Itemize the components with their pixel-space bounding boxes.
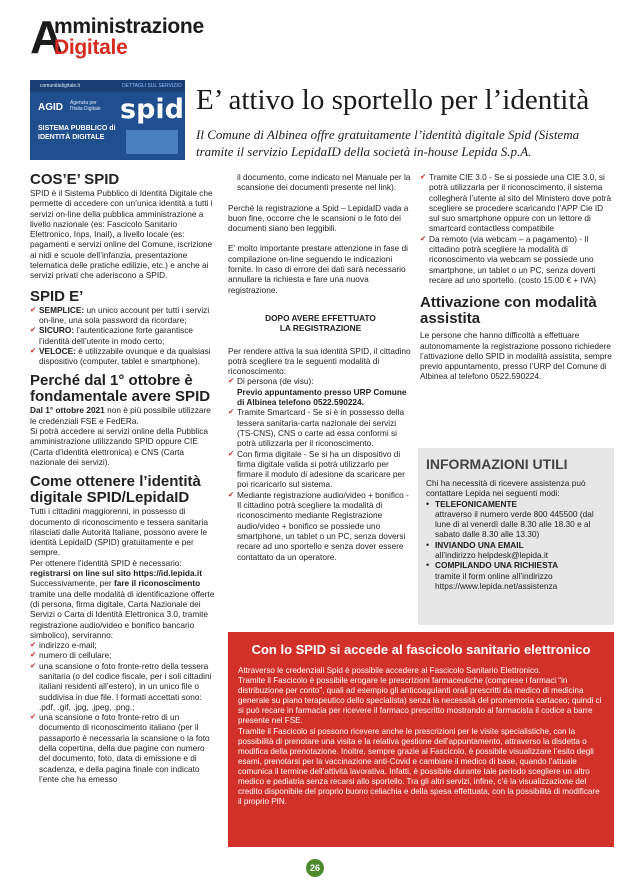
- column-1: [30, 172, 215, 784]
- article-title: E’ attivo lo sportello per l’identità: [196, 84, 590, 116]
- list-modalita-2: [420, 172, 614, 285]
- banner-decoration: [126, 130, 178, 154]
- list-item: ✔ Di persona (de visu): Previo appuntamento presso URP Comune di Albinea telefono 0522.590224.: [228, 376, 413, 407]
- list-modalita: [228, 376, 413, 561]
- list-item: • COMPILANDO UNA RICHIESTA tramite il form online all’indirizzo https://www.lepida.net/assistenza: [426, 560, 608, 591]
- list-item: • INVIANDO UNA EMAIL all’indirizzo helpdesk@lepida.it: [426, 540, 608, 561]
- list-item: ✔ una scansione o foto fronte-retro di un documento di riconoscimento italiano (per il passaporto è necessaria la scansione o la foto della copertina, della due pagine con numero del documento, foto, data di emissione e di scadenza, e della pagina finale con indicato l’ente che ha emesso: [30, 712, 215, 784]
- paragraph-continued: il documento, come indicato nel Manuale per la scansione dei documenti presente nel link).: [237, 172, 411, 193]
- column-2: [228, 172, 413, 562]
- paragraph-cose-spid: SPID è il Sistema Pubblico di Identità Digitale che permette di accedere con un’unica identità a tutti i servizi on-line della pubblica amministrazione a livello nazionale (es: Fascicolo Sanitario Elettronico, Inps, Inail), a livello locale (es: pagamenti e servizi online del Comune, iscrizione ai nidi e scuole dell’infanzia, presentazione telematica delle pratiche edilizie, etc.) e anche ai servizi privati che aderiscono a SPID.: [30, 188, 213, 281]
- list-item: ✔ Da remoto (via webcam – a pagamento) - Il cittadino potrà scegliere la modalità di riconoscimento via webcam se possiede uno smartphone, un tablet o un PC, senza doverti recare ad uno sportello. (costo 15.00 € + IVA): [420, 234, 614, 285]
- agid-subtitle: Agenzia per l'Italia Digitale: [70, 100, 101, 112]
- column-3: [420, 172, 614, 382]
- fse-title: Con lo SPID si accede al fascicolo sanitario elettronico: [251, 642, 591, 657]
- list-item: • TELEFONICAMENTE attraverso il numero verde 800 445500 (dal lune di al venerdì dalle 8.30 alle 18.30 e al sabato dalle 8.30 alle 13.30): [426, 499, 608, 540]
- paragraph-perche-2: Si potrà accedere ai servizi online della Pubblica amministrazione utilizzando SPID oppure CIE (Carta d’identità elettronica) e CNS (Carta nazionale dei servizi).: [30, 426, 209, 467]
- info-list: [426, 499, 608, 592]
- page-number: 26: [306, 859, 324, 877]
- paragraph-leggibili: Perché la registrazione a Spid – LepidaID vada a buon fine, occorre che le scansioni o le foto dei documenti siano ben leggibili.: [228, 202, 409, 234]
- list-item: ✔ Con firma digitale - Se si ha un dispositivo di firma digitale valida si potrà utilizzarlo per firmare il modulo di adesione da scaricare per poi ricaricarlo sul sistema.: [228, 449, 413, 490]
- list-item: ✔ numero di cellulare;: [30, 650, 215, 660]
- paragraph-attenzione: E’ molto importante prestare attenzione in fase di compilazione on-line seguendo le indicazioni fornite. In caso di errore dei dati sarà necessario annullare la richiesta e fare una nuova registrazione.: [228, 243, 409, 295]
- paragraph-perche: Dal 1° ottobre 2021 non è più possibile utilizzare le credenziali FSE e FedERa.: [30, 405, 211, 426]
- list-spid-e: [30, 305, 215, 367]
- heading-perche: Perché dal 1° ottobre è fondamentale avere SPID: [30, 372, 211, 406]
- info-body: [426, 478, 608, 591]
- heading-dopo-2: LA REGISTRAZIONE: [279, 323, 362, 334]
- heading-cose-spid: COS’E’ SPID: [30, 171, 120, 188]
- banner-details-text: DETTAGLI SUL SERVIZIO: [122, 83, 182, 89]
- paragraph-come-2: Per ottenere l’identità SPID è necessario: registrarsi on line sul sito https://id.lepida.it: [30, 557, 202, 579]
- list-item: ✔ Mediante registrazione audio/video + bonifico - Il cittadino potrà scegliere la modalità di riconoscimento mediante Registrazione audio/video + bonifico se possiede uno smartphone, un tablet o un PC, senza doversi recare ad uno sportello e senza dover essere contattato da un operatore.: [228, 490, 413, 562]
- info-box: [418, 448, 614, 625]
- fse-paragraph-1: Attraverso le credenziali Spid è possibile accedere al Fascicolo Sanitario Elettronico.: [238, 666, 541, 675]
- fse-paragraph-3: Tramite il Fascicolo si possono ricevere anche le prescrizioni per le visite specialistiche, con la possibilità di prenotare una visita e la relativa gestione dell’appuntamento, attraverso la disdetta o modifica della prenotazione. Inoltre, sempre grazie al Fascicolo, è possibile visualizzare l’esito degli esami, prenotarsi per la vaccinazione anti-Covid e cambiare il medico di base, quando l’attuale comunica il termine dell’attività lavorativa. Infatti, è possibile durante tale periodo scegliere un altro medico e pediatria senza recarsi allo sportello. Tra gli altri servizi, infine, c’è la visualizzazione del credito disponibile del proprio buono celiachia e della spesa effettuata, con la possibilità di modificare il proprio PIN.: [238, 726, 600, 807]
- article-subtitle: Il Comune di Albinea offre gratuitamente l’identità digitale Spid (Sistema tramite il servizio LepidaID della società in-house Lepida S.p.A.: [196, 127, 580, 159]
- heading-attivazione: Attivazione con modalità assistita: [420, 294, 597, 328]
- spid-banner: [30, 80, 185, 160]
- header-logo-letter: A: [30, 11, 64, 63]
- list-item: ✔ SEMPLICE: un unico account per tutti i servizi on-line, una sola password da ricordare;: [30, 305, 215, 326]
- list-requirements: [30, 640, 215, 784]
- list-item: ✔ indirizzo e-mail;: [30, 640, 215, 650]
- banner-top-strip: [30, 80, 185, 92]
- heading-spid-e: SPID E’: [30, 287, 84, 305]
- agid-logo: AGID: [38, 102, 63, 113]
- paragraph-come: Tutti i cittadini maggiorenni, in possesso di documento di riconoscimento e tessera sanitaria rilasciati dalle Autorità Italiane, possono avere le identità LepidaID (SPID) gratuitamente e per sempre.: [30, 506, 209, 558]
- paragraph-modalita: Per rendere attiva la sua identità SPID, il cittadino potrà scegliere tra le seguenti modalità di riconoscimento:: [228, 345, 411, 377]
- heading-come-ottenere: Come ottenere l’identità digitale SPID/LepidaID: [30, 473, 201, 507]
- email-link[interactable]: all’indirizzo helpdesk@lepida.it: [435, 550, 549, 561]
- list-item: ✔ SICURO: l’autenticazione forte garantisce l’identità dell’utente in modo certo;: [30, 325, 215, 346]
- banner-system-text: SISTEMA PUBBLICO di IDENTITÀ DIGITALE: [38, 125, 116, 141]
- list-item: ✔ una scansione o foto fronte-retro della tessera sanitaria (o del codice fiscale, per i soli cittadini italiani residenti all’estero), in un unico file o suddivisa in due file. I formati accettati sono: .pdf, .gif, .jpg, .jpeg, .png.;: [30, 661, 215, 712]
- header-title-line2: Digitale: [54, 36, 128, 59]
- list-item: ✔ Tramite Smartcard - Se si è in possesso della tessera sanitaria-carta nazionale dei servizi (TS-CNS), CNS o carte ad essa conformi si potrà utilizzarla per il riconoscimento.: [228, 407, 413, 448]
- header-title-line1: mministrazione: [54, 15, 204, 38]
- info-title: INFORMAZIONI UTILI: [426, 456, 568, 472]
- spid-logo: spid: [120, 94, 184, 125]
- list-item: ✔ VELOCE: è utilizzabile ovunque e da qualsiasi dispositivo (computer, tablet e smartphone).: [30, 346, 215, 367]
- assistance-link[interactable]: tramite il form online all’indirizzo https://www.lepida.net/assistenza: [435, 570, 558, 591]
- info-intro: Chi ha necessità di ricevere assistenza può contattare Lepida nei seguenti modi:: [426, 478, 586, 499]
- fse-body: [238, 666, 604, 807]
- heading-dopo-1: DOPO AVERE EFFETTUATO: [265, 312, 376, 323]
- paragraph-come-3: Successivamente, per fare il riconoscimento tramite una delle modalità di identificazione offerte (di persona, firma digitale, Carta Nazionale dei Servizi o Carta di Identità Elettronica 3.0, tramite registrazione audio/video e bonifico bancario simbolico), serviranno:: [30, 578, 215, 640]
- fse-paragraph-2: Tramite il Fascicolo è possibile erogare le prescrizioni farmaceutiche (comprese i farmaci “in distribuzione per conto”, quali ad esempio gli anticoagulanti orali prescritti da medico di medicina generale su piano terapeutico dello specialista) senza la necessità del promemoria cartaceo; quindi ci si può recare in farmacia per ricevere il farmaco prescritto mostrando al farmacista il codice a barre presente nel FSE.: [238, 676, 602, 726]
- banner-site-text: comunitàdigitale.it: [40, 83, 81, 89]
- fse-box: [228, 632, 614, 847]
- paragraph-attivazione: Le persone che hanno difficoltà a effettuare autonomamente la registrazione possono richiedere l’attivazione dello SPID in modalità assistita, sempre previo appuntamento, presso l’URP del Comune di Albinea al telefono 0522.590224.: [420, 330, 612, 382]
- list-item: ✔ Tramite CIE 3.0 - Se si possiede una CIE 3.0, si potrà utilizzarla per il riconoscimento, il sistema collegherà l’utente al sito del Ministero dove potrà scegliere se procedere scaricando l’APP Cie ID sul suo smartphone oppure con un lettore di smartcard contactless compatibile: [420, 172, 614, 234]
